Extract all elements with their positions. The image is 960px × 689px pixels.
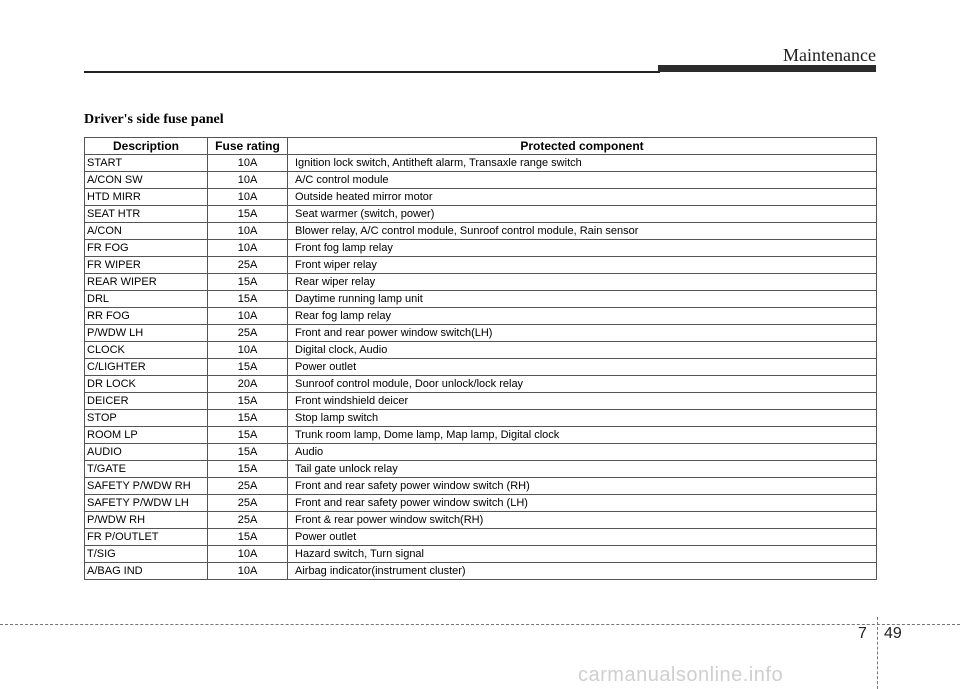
cell-protected-component: Trunk room lamp, Dome lamp, Map lamp, Digital clock	[288, 427, 877, 444]
cell-protected-component: Audio	[288, 444, 877, 461]
cell-description: SAFETY P/WDW RH	[85, 478, 208, 495]
cell-fuse-rating: 20A	[208, 376, 288, 393]
table-row	[85, 155, 877, 172]
column-header-description: Description	[85, 138, 208, 155]
cell-protected-component: Front & rear power window switch(RH)	[288, 512, 877, 529]
cell-protected-component: Front and rear safety power window switch (LH)	[288, 495, 877, 512]
table-row	[85, 444, 877, 461]
table-row	[85, 189, 877, 206]
table-row	[85, 427, 877, 444]
cell-protected-component: Front and rear safety power window switch (RH)	[288, 478, 877, 495]
cell-description: FR P/OUTLET	[85, 529, 208, 546]
header-rule	[84, 71, 660, 73]
cell-protected-component: Stop lamp switch	[288, 410, 877, 427]
cell-description: DR LOCK	[85, 376, 208, 393]
table-row	[85, 461, 877, 478]
cell-description: C/LIGHTER	[85, 359, 208, 376]
table-header-row	[85, 138, 877, 155]
cell-description: STOP	[85, 410, 208, 427]
cell-fuse-rating: 15A	[208, 393, 288, 410]
cell-protected-component: Digital clock, Audio	[288, 342, 877, 359]
cell-fuse-rating: 10A	[208, 189, 288, 206]
cell-fuse-rating: 10A	[208, 223, 288, 240]
cell-description: HTD MIRR	[85, 189, 208, 206]
cell-fuse-rating: 10A	[208, 240, 288, 257]
cell-protected-component: Power outlet	[288, 359, 877, 376]
cell-fuse-rating: 10A	[208, 155, 288, 172]
table-row	[85, 308, 877, 325]
cell-description: A/CON SW	[85, 172, 208, 189]
cell-fuse-rating: 10A	[208, 563, 288, 580]
cell-fuse-rating: 15A	[208, 410, 288, 427]
cell-fuse-rating: 15A	[208, 274, 288, 291]
cell-description: SAFETY P/WDW LH	[85, 495, 208, 512]
cell-fuse-rating: 25A	[208, 257, 288, 274]
table-row	[85, 325, 877, 342]
table-row	[85, 291, 877, 308]
table-row	[85, 359, 877, 376]
cell-protected-component: Front and rear power window switch(LH)	[288, 325, 877, 342]
cell-protected-component: Rear fog lamp relay	[288, 308, 877, 325]
cell-description: AUDIO	[85, 444, 208, 461]
table-row	[85, 410, 877, 427]
cell-description: T/SIG	[85, 546, 208, 563]
cell-fuse-rating: 15A	[208, 359, 288, 376]
page-divider	[877, 617, 878, 689]
section-title: Maintenance	[783, 45, 876, 65]
cell-description: A/BAG IND	[85, 563, 208, 580]
cell-fuse-rating: 15A	[208, 444, 288, 461]
cell-protected-component: Outside heated mirror motor	[288, 189, 877, 206]
cell-fuse-rating: 25A	[208, 325, 288, 342]
table-row	[85, 495, 877, 512]
cell-protected-component: Blower relay, A/C control module, Sunroof control module, Rain sensor	[288, 223, 877, 240]
cell-description: RR FOG	[85, 308, 208, 325]
cell-description: FR WIPER	[85, 257, 208, 274]
cell-description: START	[85, 155, 208, 172]
cell-protected-component: Seat warmer (switch, power)	[288, 206, 877, 223]
cell-fuse-rating: 15A	[208, 291, 288, 308]
cell-description: P/WDW LH	[85, 325, 208, 342]
cell-fuse-rating: 10A	[208, 546, 288, 563]
table-row	[85, 274, 877, 291]
cell-protected-component: Sunroof control module, Door unlock/lock relay	[288, 376, 877, 393]
cell-protected-component: Power outlet	[288, 529, 877, 546]
cell-protected-component: Daytime running lamp unit	[288, 291, 877, 308]
cell-fuse-rating: 10A	[208, 342, 288, 359]
table-row	[85, 342, 877, 359]
header-rule-accent	[658, 65, 876, 72]
table-row	[85, 478, 877, 495]
table-row	[85, 529, 877, 546]
cell-protected-component: Rear wiper relay	[288, 274, 877, 291]
cell-protected-component: Front fog lamp relay	[288, 240, 877, 257]
cell-fuse-rating: 15A	[208, 461, 288, 478]
table-row	[85, 257, 877, 274]
cell-protected-component: Hazard switch, Turn signal	[288, 546, 877, 563]
table-row	[85, 546, 877, 563]
cell-protected-component: Front windshield deicer	[288, 393, 877, 410]
fuse-table	[84, 137, 877, 580]
table-row	[85, 376, 877, 393]
cell-description: REAR WIPER	[85, 274, 208, 291]
fuse-table-body	[85, 155, 877, 580]
cell-description: SEAT HTR	[85, 206, 208, 223]
cell-fuse-rating: 10A	[208, 308, 288, 325]
cell-fuse-rating: 15A	[208, 529, 288, 546]
column-header-protected-component: Protected component	[288, 138, 877, 155]
chapter-number: 7	[858, 625, 867, 642]
page-number: 49	[884, 625, 902, 642]
footer-rule	[0, 624, 960, 625]
table-row	[85, 206, 877, 223]
table-row	[85, 563, 877, 580]
table-row	[85, 240, 877, 257]
cell-fuse-rating: 15A	[208, 427, 288, 444]
cell-protected-component: A/C control module	[288, 172, 877, 189]
cell-fuse-rating: 25A	[208, 478, 288, 495]
column-header-fuse-rating: Fuse rating	[208, 138, 288, 155]
cell-description: DRL	[85, 291, 208, 308]
cell-description: DEICER	[85, 393, 208, 410]
cell-description: ROOM LP	[85, 427, 208, 444]
cell-description: CLOCK	[85, 342, 208, 359]
cell-description: FR FOG	[85, 240, 208, 257]
table-row	[85, 223, 877, 240]
cell-description: P/WDW RH	[85, 512, 208, 529]
cell-protected-component: Airbag indicator(instrument cluster)	[288, 563, 877, 580]
cell-fuse-rating: 10A	[208, 172, 288, 189]
table-row	[85, 172, 877, 189]
cell-fuse-rating: 25A	[208, 495, 288, 512]
watermark: carmanualsonline.info	[578, 664, 784, 686]
cell-description: T/GATE	[85, 461, 208, 478]
cell-protected-component: Ignition lock switch, Antitheft alarm, Transaxle range switch	[288, 155, 877, 172]
table-row	[85, 512, 877, 529]
cell-fuse-rating: 25A	[208, 512, 288, 529]
cell-protected-component: Front wiper relay	[288, 257, 877, 274]
cell-description: A/CON	[85, 223, 208, 240]
table-row	[85, 393, 877, 410]
table-title: Driver's side fuse panel	[84, 112, 224, 127]
cell-fuse-rating: 15A	[208, 206, 288, 223]
cell-protected-component: Tail gate unlock relay	[288, 461, 877, 478]
